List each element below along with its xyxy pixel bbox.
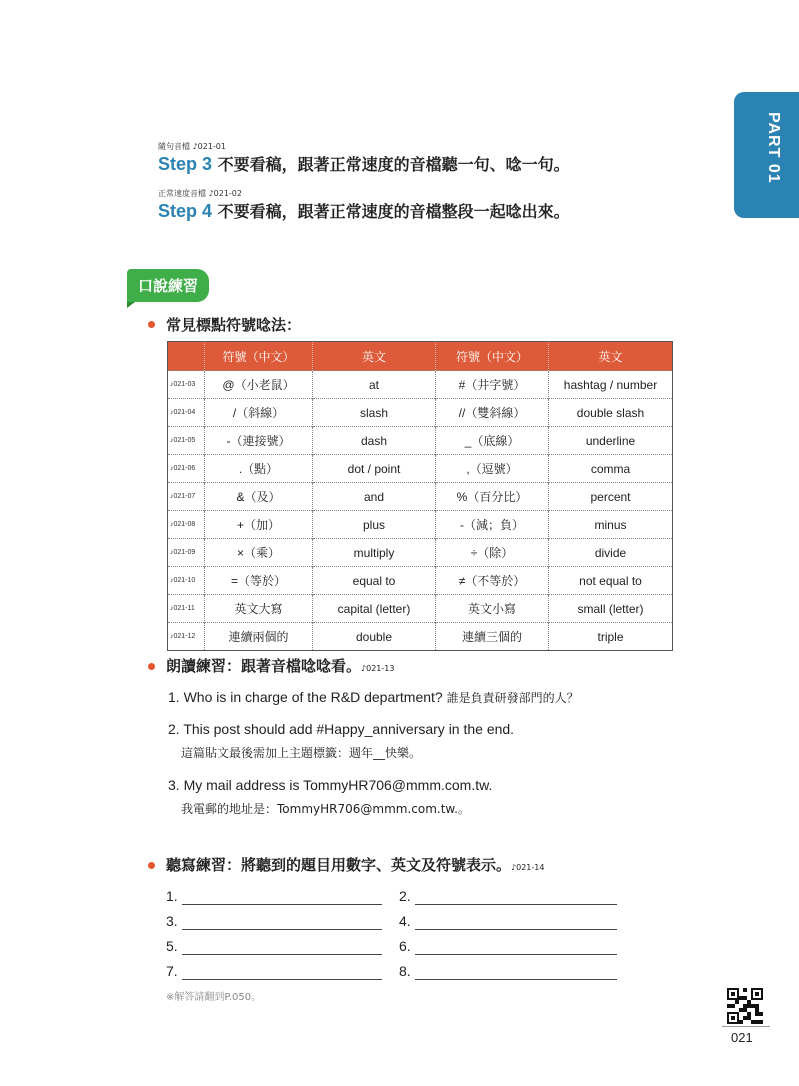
reading-item-3: 3. My mail address is TommyHR706@mmm.com.tw.: [168, 777, 493, 793]
code-cell: ♪021-10: [168, 567, 205, 595]
symbol-zh-cell: -（減；負）: [436, 511, 549, 539]
symbol-en-cell: slash: [313, 399, 436, 427]
reading-item-2: 2. This post should add #Happy_anniversary in the end.: [168, 721, 515, 737]
code-cell: ♪021-05: [168, 427, 205, 455]
page-number: 021: [731, 1030, 753, 1045]
symbol-en-cell: capital (letter): [313, 595, 436, 623]
symbol-en-cell: equal to: [313, 567, 436, 595]
symbol-en-cell: small (letter): [549, 595, 673, 623]
step4-label: Step 4: [158, 201, 213, 221]
code-cell: ♪021-11: [168, 595, 205, 623]
table-row: [168, 511, 673, 539]
answer-number: 2.: [399, 888, 411, 904]
symbol-zh-cell: ×（乘）: [205, 539, 313, 567]
table-header-cell: 符號（中文）: [205, 342, 313, 371]
symbol-en-cell: dash: [313, 427, 436, 455]
answer-line-5[interactable]: [182, 954, 382, 955]
reading-item-1-en: 1. Who is in charge of the R&D department?: [168, 689, 443, 705]
answer-line-2[interactable]: [415, 904, 617, 905]
symbol-zh-cell: 連續三個的: [436, 623, 549, 651]
answer-line-6[interactable]: [415, 954, 617, 955]
answer-line-7[interactable]: [182, 979, 382, 980]
table-row: [168, 455, 673, 483]
answer-line-1[interactable]: [182, 904, 382, 905]
dictation-heading: [166, 854, 544, 875]
answer-line-8[interactable]: [415, 979, 617, 980]
symbol-zh-cell: #（井字號）: [436, 371, 549, 399]
bullet-dot: [148, 663, 155, 670]
table-row: [168, 595, 673, 623]
table-row: [168, 567, 673, 595]
symbol-zh-cell: %（百分比）: [436, 483, 549, 511]
symbol-en-cell: hashtag / number: [549, 371, 673, 399]
step4: [158, 199, 570, 222]
table-row: [168, 399, 673, 427]
reading-heading: [166, 655, 394, 676]
code-cell: ♪021-09: [168, 539, 205, 567]
symbol-zh-cell: ≠（不等於）: [436, 567, 549, 595]
answer-line-4[interactable]: [415, 929, 617, 930]
symbol-en-cell: comma: [549, 455, 673, 483]
symbol-zh-cell: /（斜線）: [205, 399, 313, 427]
part-tab-label: PART 01: [765, 112, 782, 184]
symbols-table: [167, 341, 673, 651]
qr-code-icon[interactable]: [727, 988, 763, 1024]
table-row: [168, 539, 673, 567]
step4-audio-label: 正常速度音檔 ♪021-02: [158, 189, 242, 198]
page-number-rule: [722, 1026, 770, 1027]
step3-audio-label: 隨句音檔 ♪021-01: [158, 142, 226, 151]
bullet-dot: [148, 321, 155, 328]
symbol-en-cell: not equal to: [549, 567, 673, 595]
symbol-zh-cell: //（雙斜線）: [436, 399, 549, 427]
symbols-heading: 常見標點符號唸法：: [166, 316, 302, 334]
step3: [158, 152, 570, 175]
step3-label: Step 3: [158, 154, 213, 174]
symbol-en-cell: double slash: [549, 399, 673, 427]
answer-number: 8.: [399, 963, 411, 979]
reading-ref: ♪021-13: [361, 664, 395, 673]
answer-line-3[interactable]: [182, 929, 382, 930]
symbol-zh-cell: +（加）: [205, 511, 313, 539]
symbol-en-cell: plus: [313, 511, 436, 539]
section-badge: 口說練習: [127, 269, 209, 302]
symbol-zh-cell: _（底線）: [436, 427, 549, 455]
symbol-zh-cell: 連續兩個的: [205, 623, 313, 651]
code-cell: ♪021-08: [168, 511, 205, 539]
answer-number: 7.: [166, 963, 178, 979]
table-row: [168, 371, 673, 399]
code-cell: ♪021-07: [168, 483, 205, 511]
code-cell: ♪021-06: [168, 455, 205, 483]
symbol-zh-cell: ÷（除）: [436, 539, 549, 567]
table-header-row: [168, 342, 673, 371]
answer-number: 5.: [166, 938, 178, 954]
code-cell: ♪021-04: [168, 399, 205, 427]
answer-number: 1.: [166, 888, 178, 904]
table-row: [168, 623, 673, 651]
table-row: [168, 483, 673, 511]
symbol-en-cell: at: [313, 371, 436, 399]
symbol-en-cell: and: [313, 483, 436, 511]
table-row: [168, 427, 673, 455]
symbol-zh-cell: .（點）: [205, 455, 313, 483]
reading-heading-text: 朗讀練習：跟著音檔唸唸看。: [166, 657, 362, 675]
symbol-zh-cell: 英文小寫: [436, 595, 549, 623]
symbol-en-cell: divide: [549, 539, 673, 567]
symbol-en-cell: underline: [549, 427, 673, 455]
dictation-heading-text: 聽寫練習：將聽到的題目用數字、英文及符號表示。: [166, 856, 512, 874]
symbol-zh-cell: =（等於）: [205, 567, 313, 595]
dictation-ref: ♪021-14: [511, 863, 545, 872]
reading-item-3-zh: 我電郵的地址是：TommyHR706@mmm.com.tw.。: [181, 802, 470, 816]
symbol-zh-cell: ,（逗號）: [436, 455, 549, 483]
symbol-en-cell: dot / point: [313, 455, 436, 483]
symbol-en-cell: minus: [549, 511, 673, 539]
answer-number: 6.: [399, 938, 411, 954]
table-header-cell: 英文: [549, 342, 673, 371]
symbol-en-cell: double: [313, 623, 436, 651]
part-tab: [734, 92, 799, 218]
reading-item-1-zh: 誰是負責研發部門的人？: [446, 691, 579, 705]
answer-number: 4.: [399, 913, 411, 929]
table-header-cell: 英文: [313, 342, 436, 371]
symbol-zh-cell: @（小老鼠）: [205, 371, 313, 399]
code-cell: ♪021-12: [168, 623, 205, 651]
symbol-en-cell: percent: [549, 483, 673, 511]
symbol-zh-cell: -（連接號）: [205, 427, 313, 455]
answer-note: ※解答請翻到P.050。: [166, 992, 262, 1003]
symbol-zh-cell: &（及）: [205, 483, 313, 511]
code-cell: ♪021-03: [168, 371, 205, 399]
answer-number: 3.: [166, 913, 178, 929]
step3-text: 不要看稿，跟著正常速度的音檔聽一句、唸一句。: [217, 155, 570, 174]
symbol-en-cell: multiply: [313, 539, 436, 567]
reading-item-2-zh: 這篇貼文最後需加上主題標籤：週年__快樂。: [181, 746, 422, 760]
step4-text: 不要看稿，跟著正常速度的音檔整段一起唸出來。: [217, 202, 570, 221]
symbol-en-cell: triple: [549, 623, 673, 651]
reading-item-1: [168, 689, 579, 706]
table-header-cell: [168, 342, 205, 371]
bullet-dot: [148, 862, 155, 869]
table-header-cell: 符號（中文）: [436, 342, 549, 371]
symbol-zh-cell: 英文大寫: [205, 595, 313, 623]
